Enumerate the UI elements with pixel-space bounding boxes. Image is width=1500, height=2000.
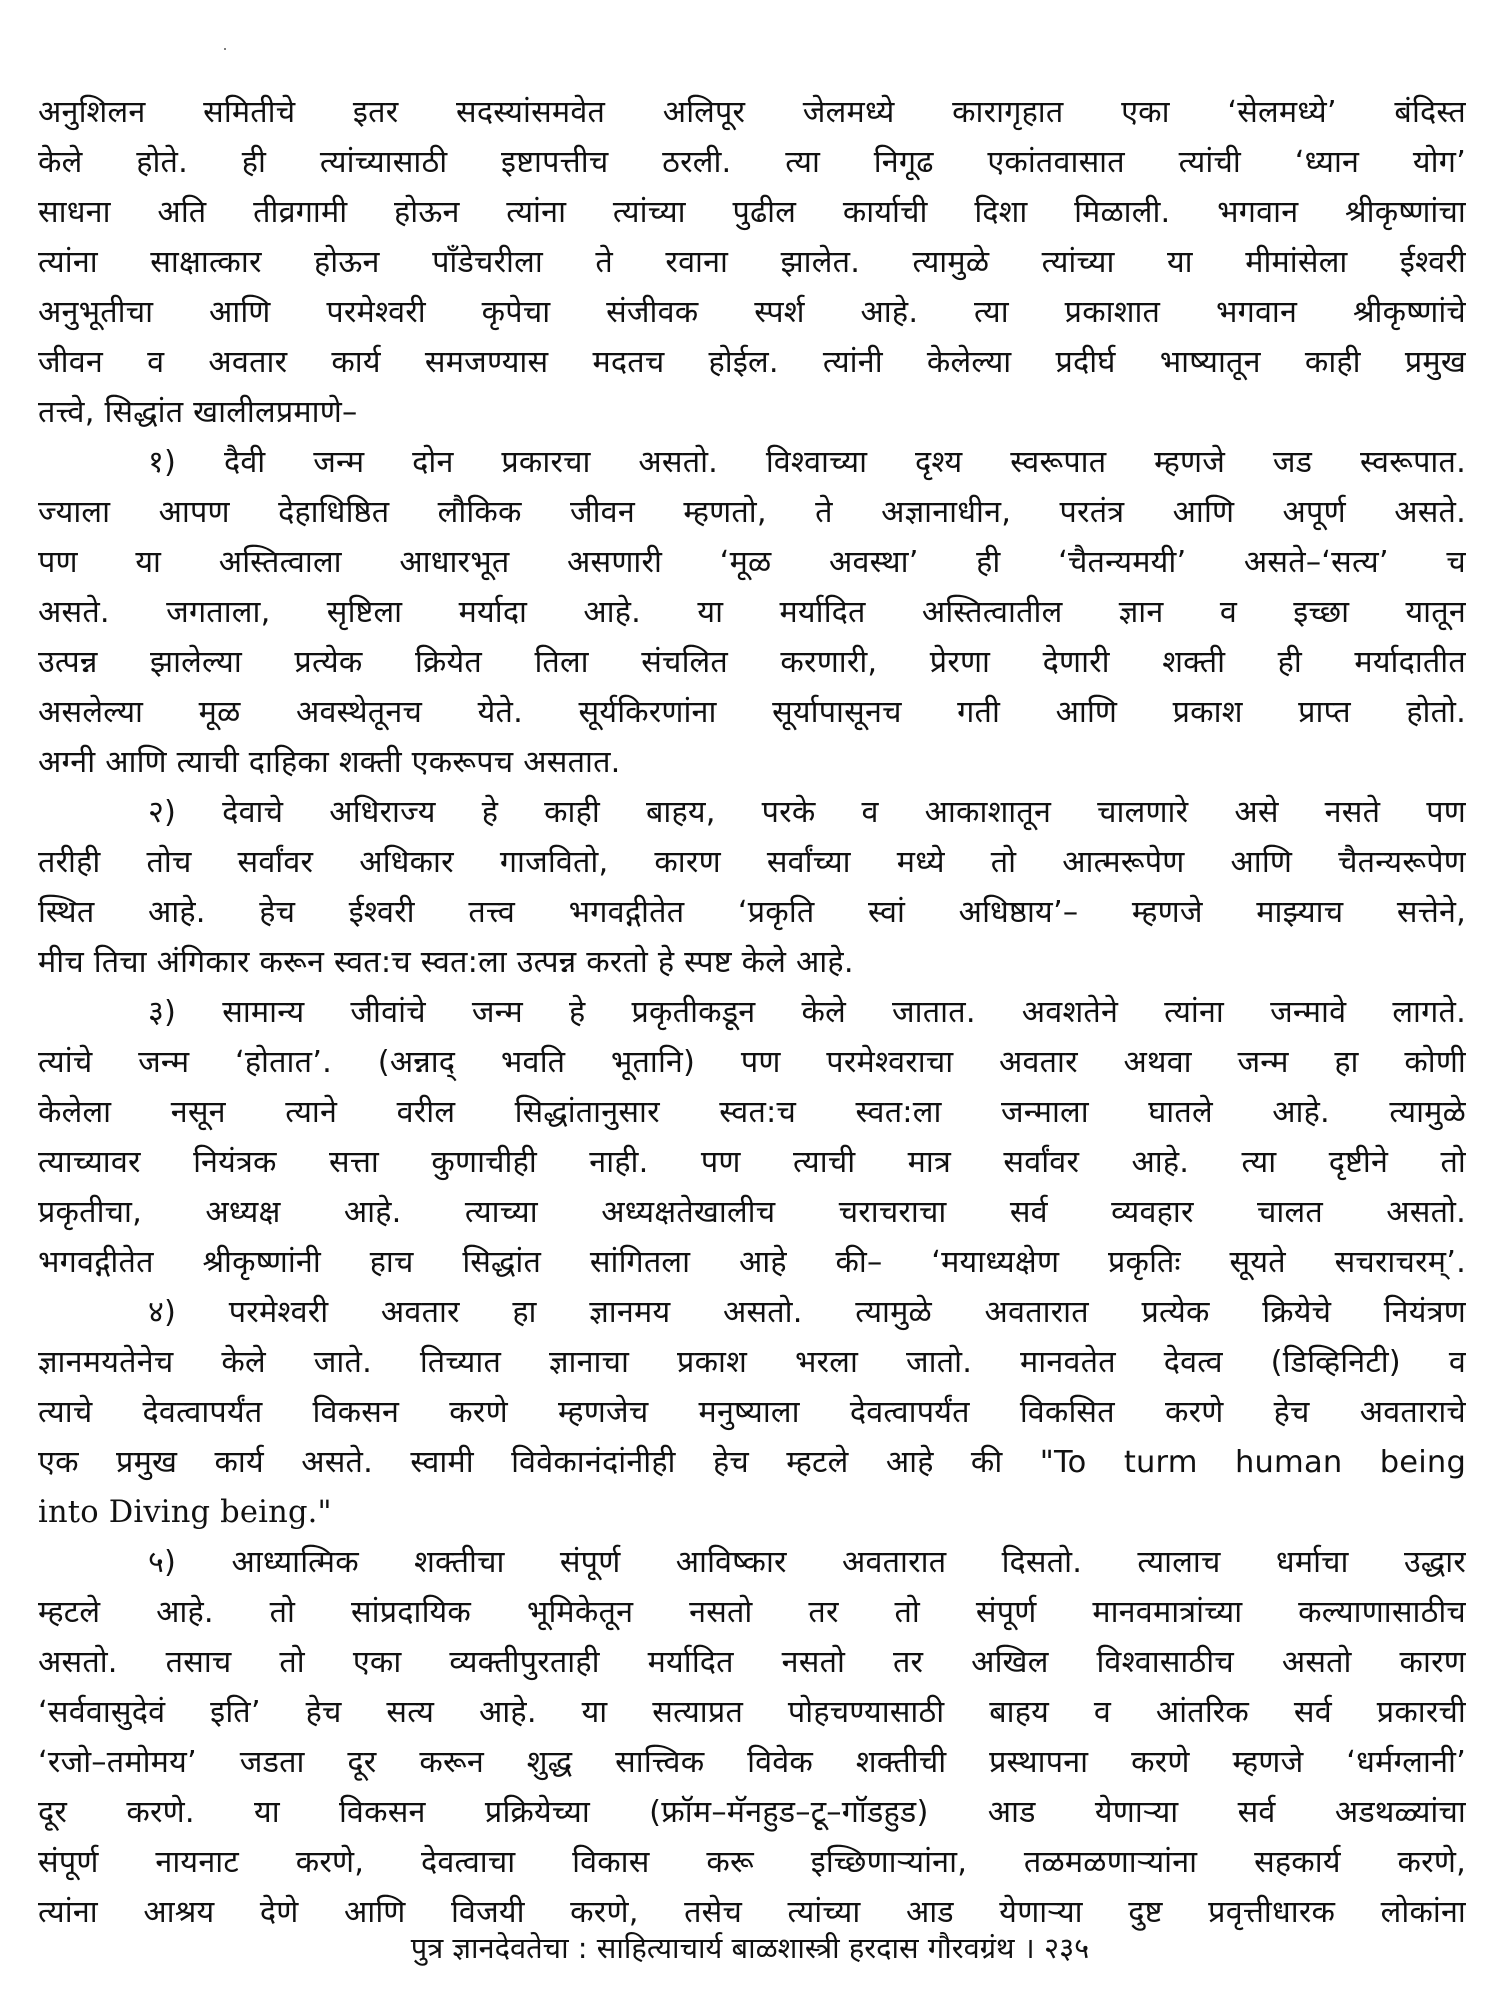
point-1-line-4: असते. जगताला, सृष्टिला मर्यादा आहे. या मर्यादित अस्तित्वातील ज्ञान व इच्छा यातून — [38, 595, 1466, 630]
point-2-line-1: २) देवाचे अधिराज्य हे काही बाहय, परके व आकाशातून चालणारे असे नसते पण — [148, 795, 1466, 830]
point-4-line-1: ४) परमेश्वरी अवतार हा ज्ञानमय असतो. त्यामुळे अवतारात प्रत्येक क्रियेचे नियंत्रण — [148, 1295, 1466, 1330]
page-footer: पुत्र ज्ञानदेवतेचा : साहित्याचार्य बाळशास्त्री हरदास गौरवग्रंथ । २३५ — [410, 1931, 1090, 1965]
point-5-line-8: त्यांना आश्रय देणे आणि विजयी करणे, तसेच त्यांच्या आड येणाऱ्या दुष्ट प्रवृत्तीधारक लोकांना — [38, 1895, 1466, 1930]
point-3-line-4: त्याच्यावर नियंत्रक सत्ता कुणाचीही नाही. पण त्याची मात्र सर्वांवर आहे. त्या दृष्टीने तो — [38, 1145, 1466, 1180]
scan-speck — [224, 48, 226, 50]
point-1-line-6: असलेल्या मूळ अवस्थेतूनच येते. सूर्यकिरणांना सूर्यापासूनच गती आणि प्रकाश प्राप्त होतो. — [38, 695, 1466, 730]
point-5-line-7: संपूर्ण नायनाट करणे, देवत्वाचा विकास करू इच्छिणाऱ्यांना, तळमळणाऱ्यांना सहकार्य करणे, — [38, 1845, 1466, 1880]
body-line-4: त्यांना साक्षात्कार होऊन पाँडेचरीला ते रवाना झालेत. त्यामुळे त्यांच्या या मीमांसेला ईश्वरी — [38, 245, 1466, 280]
point-5-line-5: ‘रजो–तमोमय’ जडता दूर करून शुद्ध सात्त्विक विवेक शक्तीची प्रस्थापना करणे म्हणजे ‘धर्मग्लानी’ — [38, 1745, 1466, 1780]
point-1-line-1: १) दैवी जन्म दोन प्रकारचा असतो. विश्वाच्या दृश्य स्वरूपात म्हणजे जड स्वरूपात. — [148, 445, 1466, 480]
point-5-line-6: दूर करणे. या विकसन प्रक्रियेच्या (फ्रॉम–मॅनहुड–टू–गॉडहुड) आड येणाऱ्या सर्व अडथळ्यांचा — [38, 1795, 1466, 1830]
point-4-line-5: into Diving being." — [38, 1495, 332, 1530]
point-4-line-3: त्याचे देवत्वापर्यंत विकसन करणे म्हणजेच मनुष्याला देवत्वापर्यंत विकसित करणे हेच अवताराचे — [38, 1395, 1466, 1430]
body-line-6: जीवन व अवतार कार्य समजण्यास मदतच होईल. त्यांनी केलेल्या प्रदीर्घ भाष्यातून काही प्रमुख — [38, 345, 1466, 380]
body-line-3: साधना अति तीव्रगामी होऊन त्यांना त्यांच्या पुढील कार्याची दिशा मिळाली. भगवान श्रीकृष्णांचा — [38, 195, 1466, 230]
point-4-line-2: ज्ञानमयतेनेच केले जाते. तिच्यात ज्ञानाचा प्रकाश भरला जातो. मानवतेत देवत्व (डिव्हिनिटी) व — [38, 1345, 1466, 1380]
point-5-line-2: म्हटले आहे. तो सांप्रदायिक भूमिकेतून नसतो तर तो संपूर्ण मानवमात्रांच्या कल्याणासाठीच — [38, 1595, 1466, 1630]
point-3-line-3: केलेला नसून त्याने वरील सिद्धांतानुसार स्वत:च स्वत:ला जन्माला घातले आहे. त्यामुळे — [38, 1095, 1466, 1130]
body-line-7: तत्त्वे, सिद्धांत खालीलप्रमाणे– — [38, 395, 358, 430]
point-3-line-5: प्रकृतीचा, अध्यक्ष आहे. त्याच्या अध्यक्षतेखालीच चराचराचा सर्व व्यवहार चालत असतो. — [38, 1195, 1466, 1230]
point-2-line-4: मीच तिचा अंगिकार करून स्वत:च स्वत:ला उत्पन्न करतो हे स्पष्ट केले आहे. — [38, 945, 854, 980]
point-4-line-4: एक प्रमुख कार्य असते. स्वामी विवेकानंदांनीही हेच म्हटले आहे की "To turm human being — [38, 1445, 1466, 1480]
body-line-2: केले होते. ही त्यांच्यासाठी इष्टापत्तीच ठरली. त्या निगूढ एकांतवासात त्यांची ‘ध्यान योग’ — [38, 145, 1466, 180]
point-5-line-3: असतो. तसाच तो एका व्यक्तीपुरताही मर्यादित नसतो तर अखिल विश्वासाठीच असतो कारण — [38, 1645, 1466, 1680]
point-1-line-3: पण या अस्तित्वाला आधारभूत असणारी ‘मूळ अवस्था’ ही ‘चैतन्यमयी’ असते–‘सत्य’ च — [38, 545, 1466, 580]
point-5-line-4: ‘सर्ववासुदेवं इति’ हेच सत्य आहे. या सत्याप्रत पोहचण्यासाठी बाहय व आंतरिक सर्व प्रकारची — [38, 1695, 1466, 1730]
point-1-line-5: उत्पन्न झालेल्या प्रत्येक क्रियेत तिला संचलित करणारी, प्रेरणा देणारी शक्ती ही मर्यादातीत — [38, 645, 1466, 680]
point-5-line-1: ५) आध्यात्मिक शक्तीचा संपूर्ण आविष्कार अवतारात दिसतो. त्यालाच धर्माचा उद्धार — [148, 1545, 1466, 1580]
point-1-line-7: अग्नी आणि त्याची दाहिका शक्ती एकरूपच असतात. — [38, 745, 621, 780]
body-line-1: अनुशिलन समितीचे इतर सदस्यांसमवेत अलिपूर जेलमध्ये कारागृहात एका ‘सेलमध्ये’ बंदिस्त — [38, 95, 1466, 130]
point-3-line-2: त्यांचे जन्म ‘होतात’. (अन्नाद् भवति भूतानि) पण परमेश्वराचा अवतार अथवा जन्म हा कोणी — [38, 1045, 1466, 1080]
point-2-line-3: स्थित आहे. हेच ईश्वरी तत्त्व भगवद्गीतेत ‘प्रकृति स्वां अधिष्ठाय’– म्हणजे माझ्याच सत्तेने, — [38, 895, 1466, 930]
point-2-line-2: तरीही तोच सर्वांवर अधिकार गाजवितो, कारण सर्वांच्या मध्ये तो आत्मरूपेण आणि चैतन्यरूपेण — [38, 845, 1466, 880]
point-3-line-6: भगवद्गीतेत श्रीकृष्णांनी हाच सिद्धांत सांगितला आहे की– ‘मयाध्यक्षेण प्रकृतिः सूयते सचराचरम्’. — [38, 1245, 1466, 1280]
document-body — [38, 88, 1466, 1938]
point-1-line-2: ज्याला आपण देहाधिष्ठित लौकिक जीवन म्हणतो, ते अज्ञानाधीन, परतंत्र आणि अपूर्ण असते. — [38, 495, 1466, 530]
point-3-line-1: ३) सामान्य जीवांचे जन्म हे प्रकृतीकडून केले जातात. अवशतेने त्यांना जन्मावे लागते. — [148, 995, 1466, 1030]
body-line-5: अनुभूतीचा आणि परमेश्वरी कृपेचा संजीवक स्पर्श आहे. त्या प्रकाशात भगवान श्रीकृष्णांचे — [38, 295, 1466, 330]
